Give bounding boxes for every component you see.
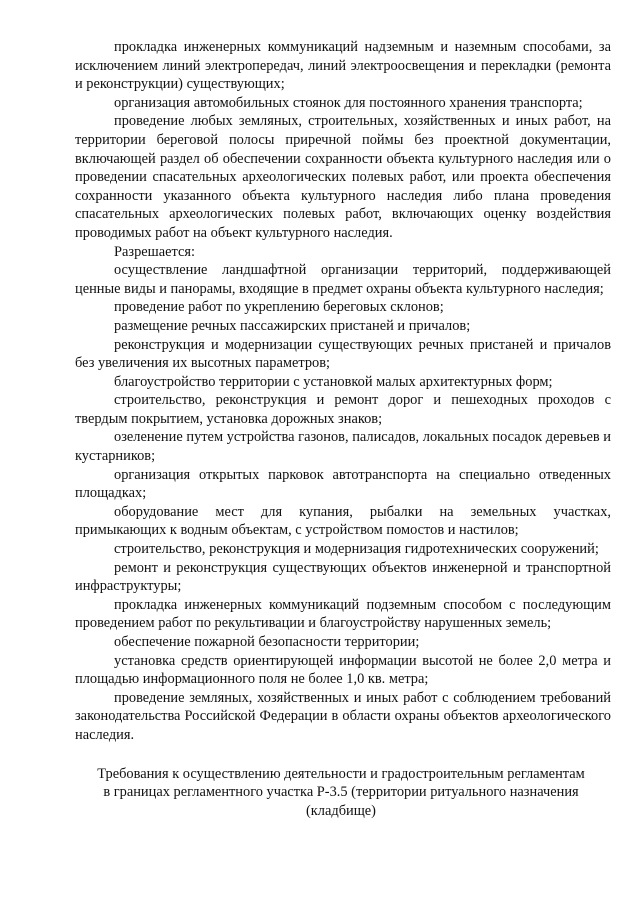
paragraph-19: проведение земляных, хозяйственных и иных работ с соблюдением требований законодательства Российской Федерации в области охраны объектов археологического наследия. (75, 689, 611, 743)
paragraph-18: установка средств ориентирующей информации высотой не более 2,0 метра и площадью информационного поля не более 1,0 кв. метра; (75, 652, 611, 688)
paragraph-14: строительство, реконструкция и модернизация гидротехнических сооружений; (114, 541, 599, 558)
section-spacer (75, 745, 611, 765)
paragraph-16: прокладка инженерных коммуникаций подземным способом с последующим проведением работ по рекультивации и благоустройству нарушенных земель; (75, 596, 611, 632)
paragraph-15: ремонт и реконструкция существующих объектов инженерной и транспортной инфраструктуры; (75, 559, 611, 595)
heading-line-2: в границах регламентного участка Р-3.5 (территории ритуального назначения (103, 784, 579, 801)
paragraph-6: проведение работ по укреплению береговых склонов; (114, 299, 444, 316)
allowed-label: Разрешается: (114, 243, 195, 260)
paragraph-5: осуществление ландшафтной организации территорий, поддерживающей ценные виды и панорамы, входящие в предмет охраны объекта культурного наследия; (75, 262, 611, 297)
document-body (75, 38, 611, 745)
paragraph-2: организация автомобильных стоянок для постоянного хранения транспорта; (114, 94, 583, 111)
paragraph-7: размещение речных пассажирских пристаней и причалов; (114, 317, 471, 334)
section-heading (75, 765, 611, 821)
paragraph-11: озеленение путем устройства газонов, палисадов, локальных посадок деревьев и кустарников; (75, 429, 611, 465)
paragraph-9: благоустройство территории с установкой малых архитектурных форм; (114, 373, 553, 390)
paragraph-13: оборудование мест для купания, рыбалки на земельных участках, примыкающих к водным объектам, с устройством помостов и настилов; (75, 503, 611, 539)
paragraph-17: обеспечение пожарной безопасности территории; (114, 634, 420, 650)
paragraph-10: строительство, реконструкция и ремонт дорог и пешеходных проходов с твердым покрытием, установка дорожных знаков; (75, 392, 611, 427)
heading-line-1: Требования к осуществлению деятельности и градостроительным регламентам (97, 765, 585, 782)
heading-line-3: (кладбище) (306, 802, 376, 819)
paragraph-12: организация открытых парковок автотранспорта на специально отведенных площадках; (75, 466, 611, 502)
paragraph-1: прокладка инженерных коммуникаций надземным и наземным способами, за исключением линий электропередач, линий электроосвещения и перекладки (ремонта и реконструкции) существующих; (75, 39, 611, 93)
paragraph-3: проведение любых земляных, строительных, хозяйственных и иных работ, на территории береговой полосы приречной поймы без проектной документации, включающей раздел об обеспечении сохранности объекта культурного наследия или о проведении спасательных археологических полевых работ, или проекта обеспечения сохранности указанного объекта культурного наследия либо плана проведения спасательных археологических полевых работ, включающих оценку воздействия проводимых работ на объект культурного наследия. (75, 113, 611, 241)
paragraph-8: реконструкция и модернизации существующих речных пристаней и причалов без увеличения их высотных параметров; (75, 336, 611, 372)
